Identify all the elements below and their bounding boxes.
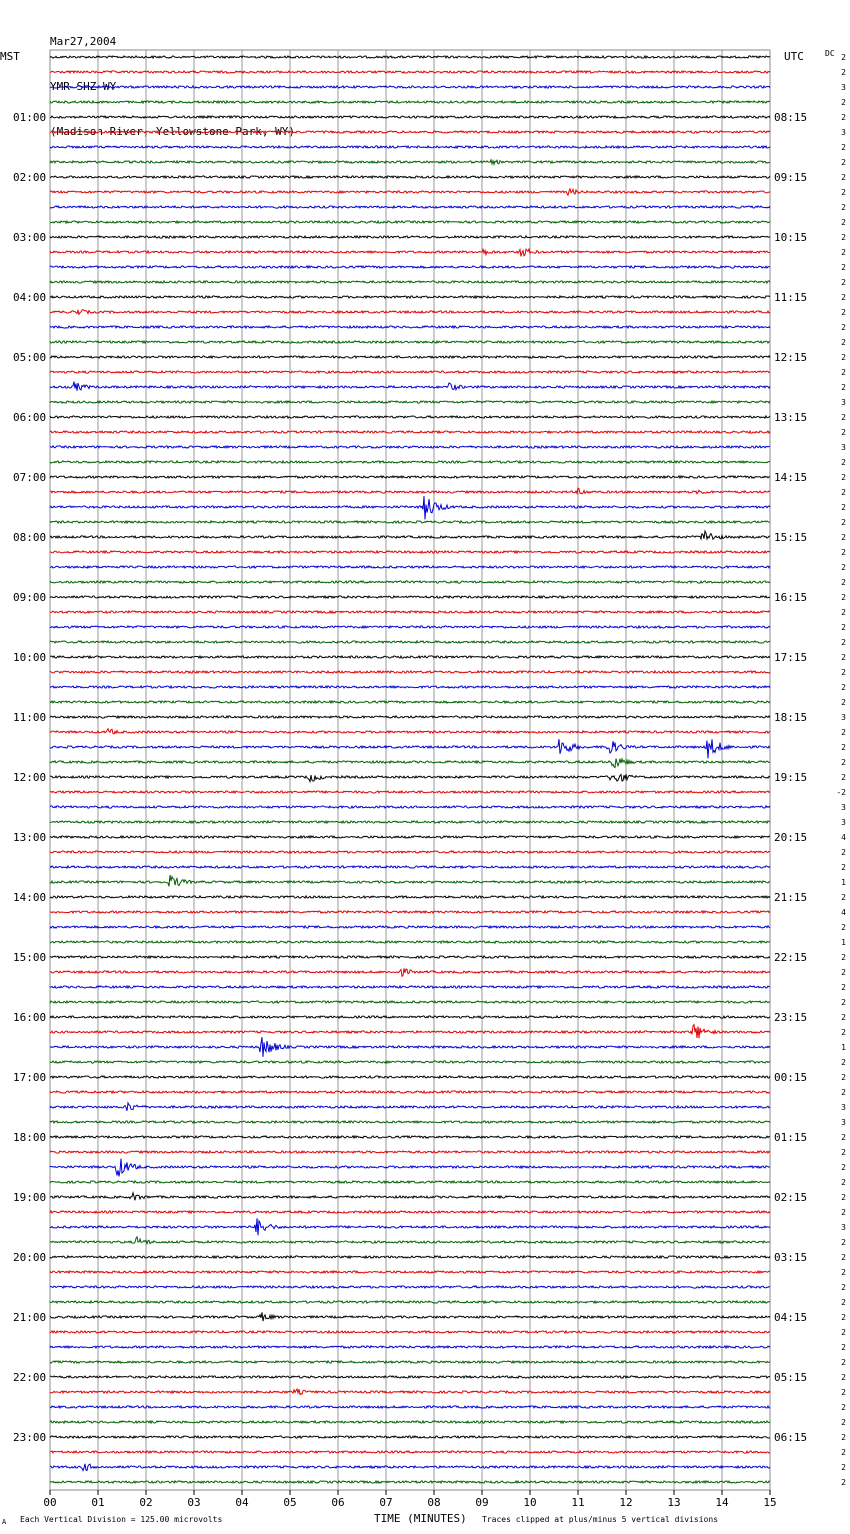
dc-offset-value: 2 bbox=[841, 503, 846, 512]
dc-offset-value: 2 bbox=[841, 1358, 846, 1367]
right-hour-label: 01:15 bbox=[774, 1131, 808, 1144]
dc-offset-value: 2 bbox=[841, 1178, 846, 1187]
dc-offset-value: 2 bbox=[841, 563, 846, 572]
dc-offset-value: 2 bbox=[841, 98, 846, 107]
trace-row bbox=[50, 1451, 770, 1453]
trace-row bbox=[50, 941, 770, 943]
trace-row bbox=[50, 310, 770, 315]
dc-offset-value: 2 bbox=[841, 953, 846, 962]
dc-offset-value: 2 bbox=[841, 383, 846, 392]
x-axis bbox=[43, 1490, 776, 1509]
dc-offset-value: 2 bbox=[841, 308, 846, 317]
dc-offset-value: 2 bbox=[841, 1193, 846, 1202]
trace-row bbox=[50, 1421, 770, 1423]
right-hour-labels bbox=[774, 111, 807, 1444]
x-tick-label: 08 bbox=[427, 1496, 441, 1509]
trace-row bbox=[50, 1346, 770, 1348]
dc-offset-value: 2 bbox=[841, 1343, 846, 1352]
right-hour-label: 17:15 bbox=[774, 651, 808, 664]
trace-row bbox=[50, 189, 770, 195]
dc-offset-value: 2 bbox=[841, 473, 846, 482]
left-hour-label: 14:00 bbox=[13, 891, 47, 904]
dc-offset-value: 2 bbox=[841, 158, 846, 167]
trace-row bbox=[50, 986, 770, 988]
trace-row bbox=[50, 531, 770, 539]
dc-offset-value: 2 bbox=[841, 1373, 846, 1382]
dc-offset-value: 2 bbox=[841, 1433, 846, 1442]
dc-offset-value: 2 bbox=[841, 1478, 846, 1487]
trace-row bbox=[50, 446, 770, 448]
x-tick-label: 07 bbox=[379, 1496, 393, 1509]
trace-row bbox=[50, 566, 770, 568]
trace-row bbox=[50, 806, 770, 808]
dc-offset-value: -2 bbox=[836, 788, 846, 797]
trace-row bbox=[50, 791, 770, 793]
right-hour-label: 06:15 bbox=[774, 1431, 808, 1444]
trace-row bbox=[50, 1016, 770, 1018]
left-hour-label: 03:00 bbox=[13, 231, 47, 244]
trace-row bbox=[50, 896, 770, 898]
trace-row bbox=[50, 1406, 770, 1408]
dc-offset-value: 2 bbox=[841, 488, 846, 497]
chart-date: Mar27,2004 bbox=[50, 35, 117, 48]
dc-offset-value: 2 bbox=[841, 1028, 846, 1037]
left-hour-label: 23:00 bbox=[13, 1431, 47, 1444]
dc-offset-value: 2 bbox=[841, 923, 846, 932]
dc-offset-value: 2 bbox=[841, 1388, 846, 1397]
dc-offset-value: 2 bbox=[841, 1298, 846, 1307]
dc-offset-value: 3 bbox=[841, 128, 846, 137]
trace-row bbox=[50, 131, 770, 133]
trace-row bbox=[50, 341, 770, 343]
left-hour-label: 19:00 bbox=[13, 1191, 47, 1204]
dc-offset-value: 3 bbox=[841, 713, 846, 722]
dc-offset-value: 2 bbox=[841, 758, 846, 767]
right-hour-label: 08:15 bbox=[774, 111, 808, 124]
dc-offset-value: 2 bbox=[841, 1328, 846, 1337]
x-tick-label: 03 bbox=[187, 1496, 201, 1509]
right-hour-label: 04:15 bbox=[774, 1311, 808, 1324]
trace-row bbox=[50, 476, 770, 478]
left-hour-label: 11:00 bbox=[13, 711, 47, 724]
dc-offset-value: 2 bbox=[841, 668, 846, 677]
trace-row bbox=[50, 1436, 770, 1438]
dc-offset-value: 3 bbox=[841, 398, 846, 407]
trace-row bbox=[50, 551, 770, 553]
dc-offset-value: 2 bbox=[841, 1313, 846, 1322]
dc-offset-value: 2 bbox=[841, 518, 846, 527]
dc-offset-value: 2 bbox=[841, 1448, 846, 1457]
dc-offset-value: 3 bbox=[841, 818, 846, 827]
dc-offset-value: 3 bbox=[841, 1223, 846, 1232]
dc-offset-value: 3 bbox=[841, 803, 846, 812]
trace-row bbox=[50, 596, 770, 598]
right-hour-label: 12:15 bbox=[774, 351, 808, 364]
trace-row bbox=[50, 701, 770, 703]
trace-row bbox=[50, 1001, 770, 1003]
dc-offset-value: 3 bbox=[841, 443, 846, 452]
dc-offset-value: 2 bbox=[841, 143, 846, 152]
trace-row bbox=[50, 1361, 770, 1363]
trace-row bbox=[50, 759, 770, 768]
x-tick-label: 09 bbox=[475, 1496, 489, 1509]
trace-row bbox=[50, 611, 770, 613]
dc-offset-value: 2 bbox=[841, 353, 846, 362]
x-tick-label: 12 bbox=[619, 1496, 633, 1509]
left-timezone-label: MST bbox=[0, 50, 20, 63]
dc-offset-value: 2 bbox=[841, 173, 846, 182]
dc-offset-value: 2 bbox=[841, 1253, 846, 1262]
trace-row bbox=[50, 71, 770, 73]
right-hour-label: 05:15 bbox=[774, 1371, 808, 1384]
trace-row bbox=[50, 221, 770, 223]
minute-grid bbox=[50, 50, 770, 1490]
chart-location: (Madison River, Yellowstone Park, WY) bbox=[50, 125, 296, 138]
trace-row bbox=[50, 1181, 770, 1183]
right-hour-label: 02:15 bbox=[774, 1191, 808, 1204]
dc-offset-value: 2 bbox=[841, 233, 846, 242]
trace-row bbox=[50, 296, 770, 298]
dc-offset-value: 2 bbox=[841, 1268, 846, 1277]
dc-offset-value: 2 bbox=[841, 743, 846, 752]
trace-row bbox=[50, 1301, 770, 1303]
right-hour-label: 21:15 bbox=[774, 891, 808, 904]
dc-offset-value: 2 bbox=[841, 773, 846, 782]
left-hour-label: 16:00 bbox=[13, 1011, 47, 1024]
left-hour-label: 06:00 bbox=[13, 411, 47, 424]
dc-offset-value: 1 bbox=[841, 878, 846, 887]
left-hour-label: 20:00 bbox=[13, 1251, 47, 1264]
footer-mark: A bbox=[2, 1518, 7, 1526]
right-hour-label: 18:15 bbox=[774, 711, 808, 724]
trace-row bbox=[50, 371, 770, 373]
trace-row bbox=[50, 56, 770, 58]
x-tick-label: 05 bbox=[283, 1496, 297, 1509]
trace-row bbox=[50, 1481, 770, 1483]
trace-row bbox=[50, 774, 770, 781]
dc-offset-value: 2 bbox=[841, 578, 846, 587]
right-hour-label: 19:15 bbox=[774, 771, 808, 784]
trace-row bbox=[50, 866, 770, 868]
trace-row bbox=[50, 382, 770, 391]
trace-row bbox=[50, 911, 770, 913]
dc-offset-value: 2 bbox=[841, 1148, 846, 1157]
x-tick-label: 00 bbox=[43, 1496, 57, 1509]
dc-offset-value: 2 bbox=[841, 368, 846, 377]
dc-offset-value: 2 bbox=[841, 113, 846, 122]
dc-offset-value: 2 bbox=[841, 428, 846, 437]
dc-offset-value: 2 bbox=[841, 68, 846, 77]
dc-label: DC bbox=[825, 49, 835, 58]
right-hour-label: 11:15 bbox=[774, 291, 808, 304]
dc-offset-value: 2 bbox=[841, 1418, 846, 1427]
dc-offset-value: 2 bbox=[841, 698, 846, 707]
trace-row bbox=[50, 1025, 770, 1039]
left-hour-labels bbox=[13, 111, 46, 1444]
dc-offset-value: 2 bbox=[841, 998, 846, 1007]
left-hour-label: 17:00 bbox=[13, 1071, 47, 1084]
dc-offset-value: 2 bbox=[841, 1208, 846, 1217]
trace-row bbox=[50, 1151, 770, 1153]
trace-row bbox=[50, 1376, 770, 1378]
dc-offset-value: 3 bbox=[841, 1103, 846, 1112]
left-hour-label: 02:00 bbox=[13, 171, 47, 184]
right-hour-label: 15:15 bbox=[774, 531, 808, 544]
trace-row bbox=[50, 1286, 770, 1288]
trace-row bbox=[50, 821, 770, 823]
right-hour-label: 09:15 bbox=[774, 171, 808, 184]
trace-row bbox=[50, 1389, 770, 1394]
right-hour-label: 22:15 bbox=[774, 951, 808, 964]
trace-row bbox=[50, 1237, 770, 1244]
trace-row bbox=[50, 1037, 770, 1057]
trace-row bbox=[50, 626, 770, 628]
x-tick-label: 14 bbox=[715, 1496, 729, 1509]
left-hour-label: 04:00 bbox=[13, 291, 47, 304]
clip-note: Traces clipped at plus/minus 5 vertical divisions bbox=[482, 1515, 719, 1524]
trace-row bbox=[50, 729, 770, 734]
dc-offset-value: 2 bbox=[841, 338, 846, 347]
dc-offset-value: 2 bbox=[841, 413, 846, 422]
dc-offset-value: 2 bbox=[841, 323, 846, 332]
trace-row bbox=[50, 956, 770, 958]
trace-row bbox=[50, 739, 770, 758]
dc-offset-value: 2 bbox=[841, 458, 846, 467]
left-hour-label: 10:00 bbox=[13, 651, 47, 664]
trace-row bbox=[50, 1061, 770, 1063]
x-tick-label: 11 bbox=[571, 1496, 585, 1509]
dc-offset-value: 2 bbox=[841, 1163, 846, 1172]
x-tick-label: 02 bbox=[139, 1496, 153, 1509]
dc-offset-value: 2 bbox=[841, 683, 846, 692]
trace-row bbox=[50, 1464, 770, 1471]
trace-row bbox=[50, 875, 770, 886]
trace-row bbox=[50, 1312, 770, 1321]
dc-offset-column bbox=[836, 53, 846, 1487]
left-hour-label: 13:00 bbox=[13, 831, 47, 844]
right-hour-label: 10:15 bbox=[774, 231, 808, 244]
trace-row bbox=[50, 1076, 770, 1078]
x-tick-label: 06 bbox=[331, 1496, 345, 1509]
dc-offset-value: 2 bbox=[841, 248, 846, 257]
x-tick-label: 13 bbox=[667, 1496, 681, 1509]
dc-offset-value: 2 bbox=[841, 848, 846, 857]
left-hour-label: 21:00 bbox=[13, 1311, 47, 1324]
chart-station: YMR SHZ WY bbox=[50, 80, 117, 93]
dc-offset-value: 2 bbox=[841, 263, 846, 272]
left-hour-label: 08:00 bbox=[13, 531, 47, 544]
trace-row bbox=[50, 146, 770, 148]
dc-offset-value: 2 bbox=[841, 1073, 846, 1082]
trace-row bbox=[50, 461, 770, 463]
plot-frame bbox=[50, 50, 770, 1490]
dc-offset-value: 2 bbox=[841, 1133, 846, 1142]
trace-row bbox=[50, 1211, 770, 1213]
left-hour-label: 18:00 bbox=[13, 1131, 47, 1144]
dc-offset-value: 2 bbox=[841, 728, 846, 737]
trace-row bbox=[50, 86, 770, 88]
x-tick-label: 04 bbox=[235, 1496, 249, 1509]
trace-row bbox=[50, 716, 770, 718]
dc-offset-value: 2 bbox=[841, 53, 846, 62]
dc-offset-value: 2 bbox=[841, 1463, 846, 1472]
right-hour-label: 13:15 bbox=[774, 411, 808, 424]
dc-offset-value: 2 bbox=[841, 218, 846, 227]
trace-row bbox=[50, 401, 770, 403]
trace-row bbox=[50, 249, 770, 256]
trace-row bbox=[50, 1218, 770, 1235]
left-hour-label: 15:00 bbox=[13, 951, 47, 964]
right-hour-label: 20:15 bbox=[774, 831, 808, 844]
right-timezone-label: UTC bbox=[784, 50, 804, 63]
trace-row bbox=[50, 1136, 770, 1138]
trace-row bbox=[50, 1193, 770, 1201]
trace-row bbox=[50, 236, 770, 238]
dc-offset-value: 2 bbox=[841, 983, 846, 992]
x-tick-label: 15 bbox=[763, 1496, 777, 1509]
trace-row bbox=[50, 1091, 770, 1093]
trace-row bbox=[50, 641, 770, 643]
trace-row bbox=[50, 116, 770, 118]
right-hour-label: 23:15 bbox=[774, 1011, 808, 1024]
dc-offset-value: 2 bbox=[841, 1058, 846, 1067]
dc-offset-value: 2 bbox=[841, 863, 846, 872]
dc-offset-value: 2 bbox=[841, 968, 846, 977]
dc-offset-value: 3 bbox=[841, 83, 846, 92]
right-hour-label: 03:15 bbox=[774, 1251, 808, 1264]
trace-row bbox=[50, 656, 770, 658]
right-hour-label: 14:15 bbox=[774, 471, 808, 484]
trace-row bbox=[50, 416, 770, 418]
left-hour-label: 22:00 bbox=[13, 1371, 47, 1384]
left-hour-label: 07:00 bbox=[13, 471, 47, 484]
trace-row bbox=[50, 101, 770, 103]
dc-offset-value: 2 bbox=[841, 293, 846, 302]
trace-row bbox=[50, 1271, 770, 1273]
dc-offset-value: 2 bbox=[841, 203, 846, 212]
dc-offset-value: 2 bbox=[841, 548, 846, 557]
dc-offset-value: 2 bbox=[841, 653, 846, 662]
x-tick-label: 01 bbox=[91, 1496, 105, 1509]
dc-offset-value: 2 bbox=[841, 1088, 846, 1097]
dc-offset-value: 4 bbox=[841, 833, 846, 842]
dc-offset-value: 2 bbox=[841, 638, 846, 647]
left-hour-label: 05:00 bbox=[13, 351, 47, 364]
dc-offset-value: 2 bbox=[841, 1238, 846, 1247]
right-hour-label: 16:15 bbox=[774, 591, 808, 604]
trace-row bbox=[50, 281, 770, 283]
trace-row bbox=[50, 836, 770, 838]
trace-row bbox=[50, 488, 770, 494]
dc-offset-value: 2 bbox=[841, 1013, 846, 1022]
trace-row bbox=[50, 686, 770, 688]
left-hour-label: 01:00 bbox=[13, 111, 47, 124]
dc-offset-value: 2 bbox=[841, 608, 846, 617]
trace-row bbox=[50, 160, 770, 165]
trace-row bbox=[50, 356, 770, 358]
dc-offset-value: 2 bbox=[841, 533, 846, 542]
dc-offset-value: 2 bbox=[841, 278, 846, 287]
scale-note: Each Vertical Division = 125.00 microvolts bbox=[20, 1515, 223, 1524]
left-hour-label: 12:00 bbox=[13, 771, 47, 784]
dc-offset-value: 1 bbox=[841, 938, 846, 947]
dc-offset-value: 2 bbox=[841, 188, 846, 197]
dc-offset-value: 2 bbox=[841, 623, 846, 632]
trace-rows bbox=[50, 56, 770, 1483]
left-hour-label: 09:00 bbox=[13, 591, 47, 604]
trace-row bbox=[50, 431, 770, 433]
trace-row bbox=[50, 1256, 770, 1258]
dc-offset-value: 2 bbox=[841, 593, 846, 602]
trace-row bbox=[50, 969, 770, 977]
trace-row bbox=[50, 521, 770, 523]
trace-row bbox=[50, 266, 770, 268]
trace-row bbox=[50, 1331, 770, 1333]
dc-offset-value: 2 bbox=[841, 893, 846, 902]
trace-row bbox=[50, 1103, 770, 1111]
x-axis-title: TIME (MINUTES) bbox=[374, 1512, 467, 1525]
trace-row bbox=[50, 926, 770, 928]
dc-offset-value: 4 bbox=[841, 908, 846, 917]
trace-row bbox=[50, 326, 770, 328]
dc-offset-value: 2 bbox=[841, 1283, 846, 1292]
trace-row bbox=[50, 496, 770, 519]
trace-row bbox=[50, 206, 770, 208]
x-tick-label: 10 bbox=[523, 1496, 537, 1509]
trace-row bbox=[50, 1159, 770, 1177]
trace-row bbox=[50, 671, 770, 673]
right-hour-label: 00:15 bbox=[774, 1071, 808, 1084]
trace-row bbox=[50, 851, 770, 853]
dc-offset-value: 1 bbox=[841, 1043, 846, 1052]
trace-row bbox=[50, 176, 770, 178]
trace-row bbox=[50, 581, 770, 583]
dc-offset-value: 2 bbox=[841, 1403, 846, 1412]
dc-offset-value: 3 bbox=[841, 1118, 846, 1127]
trace-row bbox=[50, 1121, 770, 1123]
